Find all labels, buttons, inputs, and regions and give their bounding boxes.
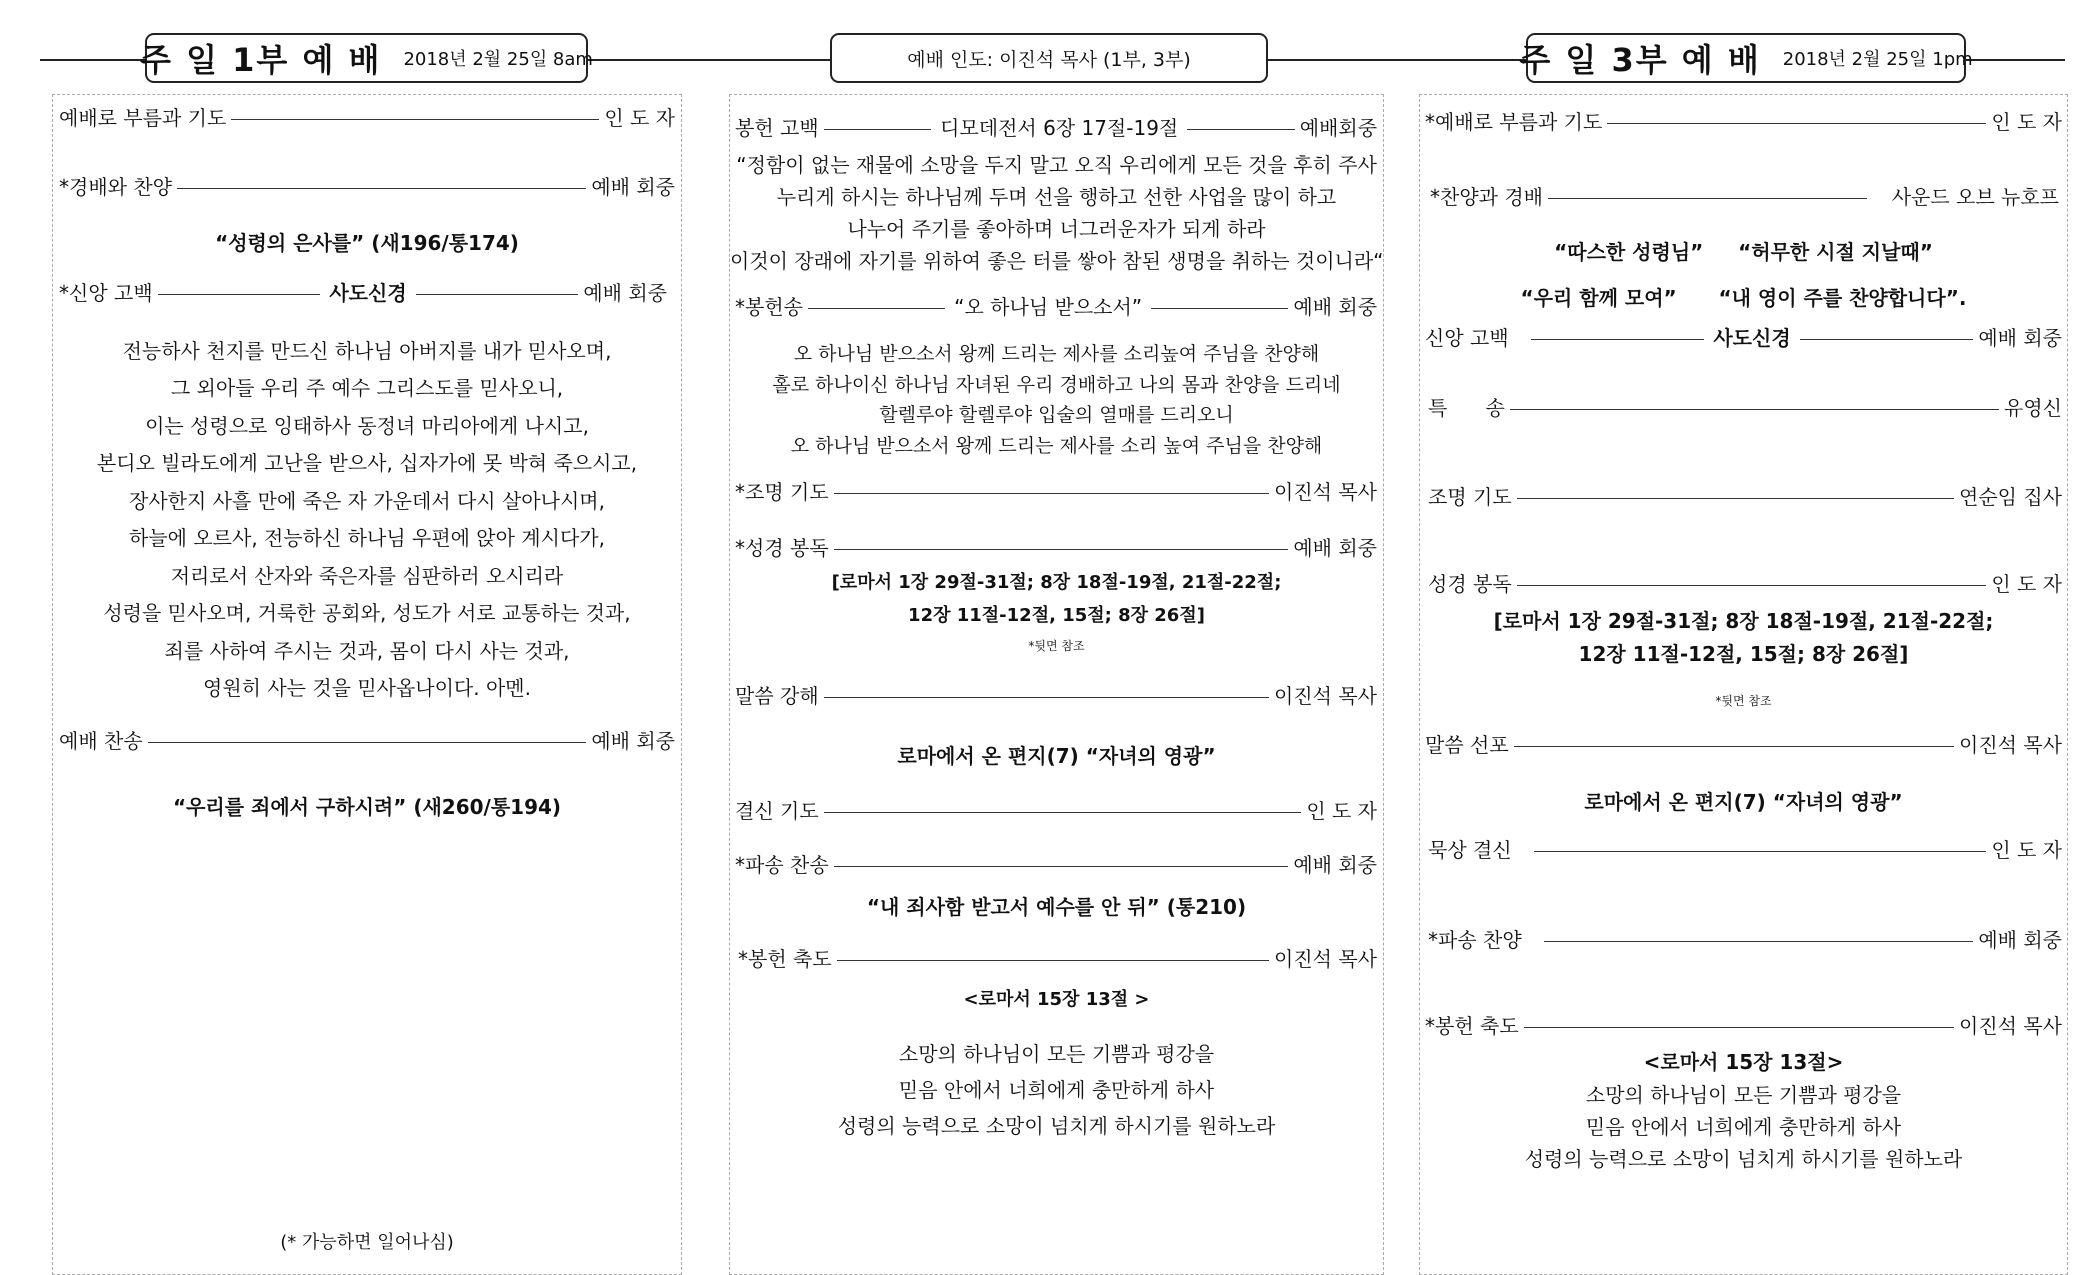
praise-song: “허무한 시절 지날때” (1738, 240, 1933, 264)
item-label: *경배와 찬양 (59, 175, 172, 199)
order-illumination-prayer (1428, 484, 2062, 510)
offering-verse-line: 이것이 장래에 자기를 위하여 좋은 터를 쌓아 참된 생명을 취하는 것이니라“ (730, 249, 1384, 273)
benediction-line: 믿음 안에서 너희에게 충만하게 하사 (898, 1078, 1215, 1102)
leader-line (1151, 308, 1288, 309)
item-label: *봉헌 축도 (1425, 1014, 1519, 1038)
offering-song-line: 오 하나님 받으소서 왕께 드리는 제사를 소리높여 주님을 찬양해 (793, 343, 1320, 365)
item-label: *성경 봉독 (735, 536, 829, 560)
sermon-title: 로마에서 온 편지(7) “자녀의 영광” (897, 744, 1216, 768)
order-offering-song (735, 294, 1377, 320)
leader-line (148, 742, 587, 743)
leader-line (1517, 585, 1987, 586)
service3-date: 2018년 2월 25일 1pm (1782, 49, 1973, 70)
creed-line: 저리로서 산자와 죽은자를 심판하러 오시리라 (170, 564, 564, 588)
item-label: 특 송 (1428, 396, 1505, 420)
creed-name: 사도신경 (329, 281, 407, 305)
service1-header (140, 33, 593, 83)
item-label: 예배 찬송 (59, 729, 143, 753)
leader-line (1800, 339, 1974, 340)
service3-column (1419, 94, 2068, 1275)
item-leader: 인 도 자 (1991, 838, 2062, 862)
item-label: *조명 기도 (735, 480, 829, 504)
item-leader: 인 도 자 (604, 106, 675, 130)
item-label: 예배로 부름과 기도 (59, 106, 227, 130)
leader-line (1187, 129, 1294, 130)
item-label: *찬양과 경배 (1430, 185, 1543, 209)
leader-line (824, 697, 1269, 698)
order-benediction (738, 946, 1377, 972)
leader-line (834, 866, 1289, 867)
leader-line (416, 294, 579, 295)
service1-date: 2018년 2월 25일 8am (403, 49, 593, 70)
header-rule-right (1966, 59, 2065, 61)
item-label: 말씀 선포 (1425, 733, 1509, 757)
item-leader: 사운드 오브 뉴호프 (1891, 185, 2059, 209)
sending-hymn-title: “내 죄사함 받고서 예수를 안 뒤” (통210) (866, 895, 1247, 919)
order-benediction (1425, 1013, 2062, 1039)
order-creed (59, 280, 667, 306)
benediction-reference: <로마서 15장 13절 > (963, 989, 1150, 1010)
praise-song: “성령의 은사를” (새196/통174) (215, 231, 519, 255)
item-label: 말씀 강해 (735, 684, 819, 708)
item-label: 신앙 고백 (1425, 326, 1509, 350)
item-leader: 이진석 목사 (1274, 684, 1377, 708)
item-label: *봉헌 축도 (738, 947, 832, 971)
order-scripture-reading (735, 535, 1377, 561)
item-label: *예배로 부름과 기도 (1425, 110, 1603, 134)
header-rule-left (40, 59, 145, 61)
benediction-line: 믿음 안에서 너희에게 충만하게 하사 (1585, 1115, 1902, 1139)
order-praise (1430, 184, 2059, 210)
benediction-reference: <로마서 15장 13절> (1643, 1050, 1844, 1074)
item-label: 조명 기도 (1428, 485, 1512, 509)
order-special-music (1428, 395, 2062, 421)
scripture-reference: 12장 11절-12절, 15절; 8장 26절] (908, 605, 1205, 626)
order-meditation-commitment (1428, 837, 2062, 863)
praise-songs-line (1420, 282, 2067, 311)
benediction-line: 소망의 하나님이 모든 기쁨과 평강을 (898, 1042, 1215, 1066)
creed-line: 하늘에 오르사, 전능하신 하나님 우편에 앉아 계시다가, (129, 526, 605, 550)
offering-song-line: 할렐루야 할렐루야 입술의 열매를 드리오니 (879, 404, 1234, 426)
item-leader: 예배 회중 (591, 729, 675, 753)
creed-name: 사도신경 (1713, 326, 1791, 350)
order-sermon (735, 683, 1377, 709)
offering-verse-line: 누리게 하시는 하나님께 두며 선을 행하고 선한 사업을 많이 하고 (776, 185, 1337, 209)
item-leader: 인 도 자 (1991, 572, 2062, 596)
order-offering-confession (735, 115, 1377, 141)
item-label: 성경 봉독 (1428, 572, 1512, 596)
item-leader: 연순임 집사 (1959, 485, 2062, 509)
leader-line (1524, 1027, 1954, 1028)
order-praise (59, 174, 675, 200)
leader-line (824, 812, 1302, 813)
scripture-reference: [로마서 1장 29절-31절; 8장 18절-19절, 21절-22절; (831, 572, 1282, 593)
item-leader: 예배 회중 (1293, 853, 1377, 877)
leader-line (1517, 498, 1954, 499)
item-leader: 예배 회중 (1293, 536, 1377, 560)
praise-songs-line (1420, 236, 2067, 265)
leader-line (231, 119, 599, 120)
leader-header (830, 33, 1268, 83)
hymn-song: “우리를 죄에서 구하시려” (새260/통194) (172, 795, 562, 819)
item-leader: 인 도 자 (1991, 110, 2062, 134)
item-label: 봉헌 고백 (735, 116, 819, 140)
leader-line (824, 129, 931, 130)
offering-song-line: 홀로 하나이신 하나님 자녀된 우리 경배하고 나의 몸과 찬양을 드리네 (772, 374, 1341, 396)
creed-line: 본디오 빌라도에게 고난을 받으사, 십자가에 못 박혀 죽으시고, (96, 451, 638, 475)
back-page-note: *뒷면 참조 (1715, 694, 1772, 708)
item-label: *신앙 고백 (59, 281, 153, 305)
item-label: *파송 찬양 (1428, 928, 1522, 952)
praise-song: “우리 함께 모여” (1520, 286, 1677, 310)
order-commitment-prayer (735, 798, 1377, 824)
leader-line (1531, 339, 1705, 340)
order-sending-hymn (735, 852, 1377, 878)
offering-passage: 디모데전서 6장 17절-19절 (940, 116, 1179, 140)
item-label: *봉헌송 (735, 295, 803, 319)
scripture-reference: [로마서 1장 29절-31절; 8장 18절-19절, 21절-22절; (1493, 609, 1994, 633)
offering-verse-line: 나누어 주기를 좋아하며 너그러운자가 되게 하라 (847, 217, 1266, 241)
item-leader: 이진석 목사 (1959, 733, 2062, 757)
creed-line: 죄를 사하여 주시는 것과, 몸이 다시 사는 것과, (164, 639, 570, 663)
creed-line: 성령을 믿사오며, 거룩한 공회와, 성도가 서로 교통하는 것과, (103, 601, 631, 625)
leader-line (1534, 851, 1987, 852)
leader-text: 예배 인도: 이진석 목사 (1부, 3부) (907, 48, 1191, 71)
leader-line (177, 188, 586, 189)
leader-line (1607, 123, 1986, 124)
service1-column (52, 94, 682, 1275)
offering-song-line: 오 하나님 받으소서 왕께 드리는 제사를 소리 높여 주님을 찬양해 (790, 435, 1323, 457)
leader-line (158, 294, 321, 295)
benediction-line: 성령의 능력으로 소망이 넘치게 하시기를 원하노라 (837, 1114, 1276, 1138)
praise-song: “내 영이 주를 찬양합니다”. (1718, 286, 1967, 310)
order-sermon (1425, 732, 2062, 758)
creed-line: 장사한지 사흘 만에 죽은 자 가운데서 다시 살아나시며, (129, 489, 605, 513)
leader-line (1510, 409, 1999, 410)
item-leader: 예배 회중 (591, 175, 675, 199)
item-leader: 인 도 자 (1306, 799, 1377, 823)
order-illumination-prayer (735, 479, 1377, 505)
service1-title: 주 일 1부 예 배 (140, 41, 382, 79)
service3-header (1519, 33, 1973, 83)
order-sending-song (1428, 927, 2062, 953)
leader-line (1544, 941, 1974, 942)
leader-line (1514, 746, 1954, 747)
item-label: 결신 기도 (735, 799, 819, 823)
item-leader: 예배 회중 (1978, 928, 2062, 952)
item-leader: 이진석 목사 (1274, 947, 1377, 971)
header-rule-mid-left (588, 59, 830, 61)
order-call-to-worship (59, 105, 675, 131)
creed-line: 영원히 사는 것을 믿사옵나이다. 아멘. (203, 676, 531, 700)
leader-line (834, 549, 1289, 550)
scripture-reference: 12장 11절-12절, 15절; 8장 26절] (1578, 642, 1909, 666)
item-leader: 예배회중 (1299, 116, 1378, 140)
offering-song-title: “오 하나님 받으소서” (954, 295, 1143, 319)
item-leader: 유영신 (2004, 396, 2062, 420)
order-call-to-worship (1425, 109, 2062, 135)
item-leader: 이진석 목사 (1274, 480, 1377, 504)
creed-line: 전능하사 천지를 만드신 하나님 아버지를 내가 믿사오며, (122, 339, 612, 363)
item-leader: 이진석 목사 (1959, 1014, 2062, 1038)
item-leader: 예배 회중 (1293, 295, 1378, 319)
order-hymn (59, 728, 675, 754)
header-rule-mid-right (1268, 59, 1526, 61)
item-leader: 예배 회중 (1978, 326, 2062, 350)
order-scripture-reading (1428, 571, 2062, 597)
order-creed (1425, 325, 2062, 351)
leader-line (837, 960, 1269, 961)
offering-verse-line: “정함이 없는 재물에 소망을 두지 말고 오직 우리에게 모든 것을 후히 주사 (736, 153, 1377, 177)
center-column (729, 94, 1384, 1275)
sermon-title: 로마에서 온 편지(7) “자녀의 영광” (1584, 790, 1903, 814)
leader-line (1548, 198, 1867, 199)
item-leader: 예배 회중 (583, 281, 667, 305)
leader-line (834, 493, 1269, 494)
leader-line (808, 308, 945, 309)
standing-note: (* 가능하면 일어나심) (280, 1232, 454, 1253)
item-label: 묵상 결신 (1428, 838, 1512, 862)
benediction-line: 성령의 능력으로 소망이 넘치게 하시기를 원하노라 (1524, 1147, 1963, 1171)
back-page-note: *뒷면 참조 (1028, 639, 1085, 653)
benediction-line: 소망의 하나님이 모든 기쁨과 평강을 (1585, 1083, 1902, 1107)
creed-line: 이는 성령으로 잉태하사 동정녀 마리아에게 나시고, (145, 414, 589, 438)
service3-title: 주 일 3부 예 배 (1519, 41, 1761, 79)
praise-song: “따스한 성령님” (1554, 240, 1704, 264)
item-label: *파송 찬송 (735, 853, 829, 877)
creed-line: 그 외아들 우리 주 예수 그리스도를 믿사오니, (170, 376, 564, 400)
